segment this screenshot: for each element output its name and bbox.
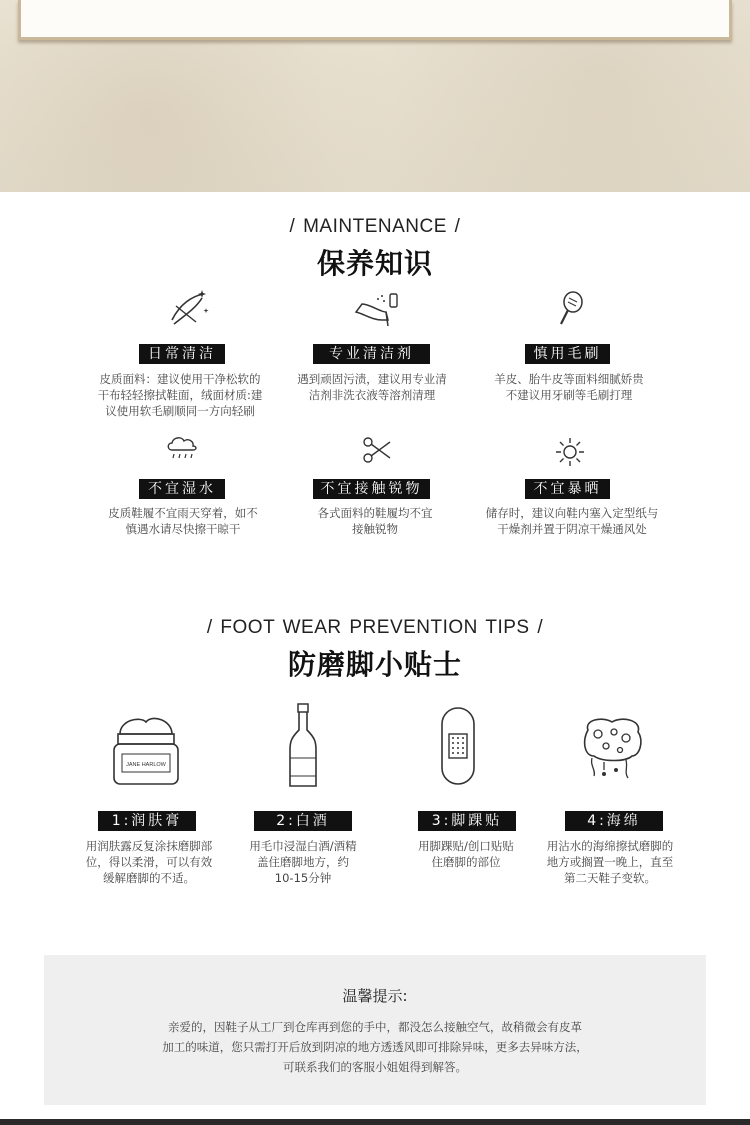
maintenance-desc-5: 各式面料的鞋履均不宜 接触锐物 [317,506,433,536]
tips-title-en: / FOOT WEAR PREVENTION TIPS / [206,617,544,638]
bottom-divider [0,1119,750,1125]
sun-icon [554,436,586,468]
notice-box [44,955,706,1105]
tips-desc-4: 用沾水的海绵擦拭磨脚的 地方或搁置一晚上，直至 第二天鞋子变软。 [546,839,674,885]
paper-note [18,0,732,40]
maintenance-desc-1: 皮质面料：建议使用干净松软的 干布轻轻擦拭鞋面，绒面材质:建 议使用软毛刷顺同一方向轻刷 [97,372,263,418]
maintenance-label-5: 不宜接触锐物 [313,479,430,499]
notice-line-1: 亲爱的，因鞋子从工厂到仓库再到您的手中，都没怎么接触空气，故稍微会有皮革 [168,1020,582,1034]
notice-line-2: 加工的味道，您只需打开后放到阴凉的地方透透风即可排除异味，更多去异味方法， [162,1040,588,1054]
maintenance-label-3: 慎用毛刷 [525,344,610,364]
tips-desc-3: 用脚踝贴/创口贴贴 住磨脚的部位 [418,839,514,869]
maintenance-desc-3: 羊皮、胎牛皮等面料细腻娇贵 不建议用牙刷等毛刷打理 [494,372,644,402]
maintenance-label-6: 不宜暴晒 [525,479,610,499]
rain-cloud-icon [164,434,200,462]
maintenance-label-4: 不宜湿水 [139,479,225,499]
tips-desc-1: 用润肤露反复涂抹磨脚部 位，得以柔滑，可以有效 缓解磨脚的不适。 [85,839,213,885]
tips-label-3: 3:脚踝贴 [418,811,516,831]
bottle-icon [286,702,320,790]
tips-label-1: 1:润肤膏 [98,811,196,831]
brush-icon [556,290,586,330]
bandage-icon [440,706,476,786]
lotion-jar-icon [110,712,182,788]
paper-texture-banner [0,0,750,192]
maintenance-title-en: / MAINTENANCE / [289,216,461,237]
notice-line-3: 可联系我们的客服小姐姐得到解答。 [283,1060,467,1074]
maintenance-label-2: 专业清洁剂 [313,344,430,364]
tips-label-4: 4:海绵 [565,811,663,831]
maintenance-title-cn: 保养知识 [316,247,433,280]
tips-label-2: 2:白酒 [254,811,352,831]
maintenance-label-1: 日常清洁 [139,344,225,364]
cleaning-icon [166,286,210,330]
sponge-icon [582,716,644,782]
spray-shoe-icon [352,290,402,330]
notice-title: 温馨提示: [342,987,408,1005]
scissors-icon [361,434,393,466]
maintenance-desc-2: 遇到顽固污渍，建议用专业清 洁剂非洗衣液等溶剂清理 [297,372,447,402]
maintenance-desc-6: 储存时，建议向鞋内塞入定型纸与 干燥剂并置于阴凉干燥通风处 [485,506,659,536]
jar-label-text: JANE HARLOW [126,762,166,768]
tips-title-cn: 防磨脚小贴士 [287,648,462,681]
maintenance-desc-4: 皮质鞋履不宜雨天穿着，如不 慎遇水请尽快擦干晾干 [108,506,258,536]
tips-desc-2: 用毛巾浸湿白酒/酒精 盖住磨脚地方，约 10-15分钟 [249,839,357,885]
